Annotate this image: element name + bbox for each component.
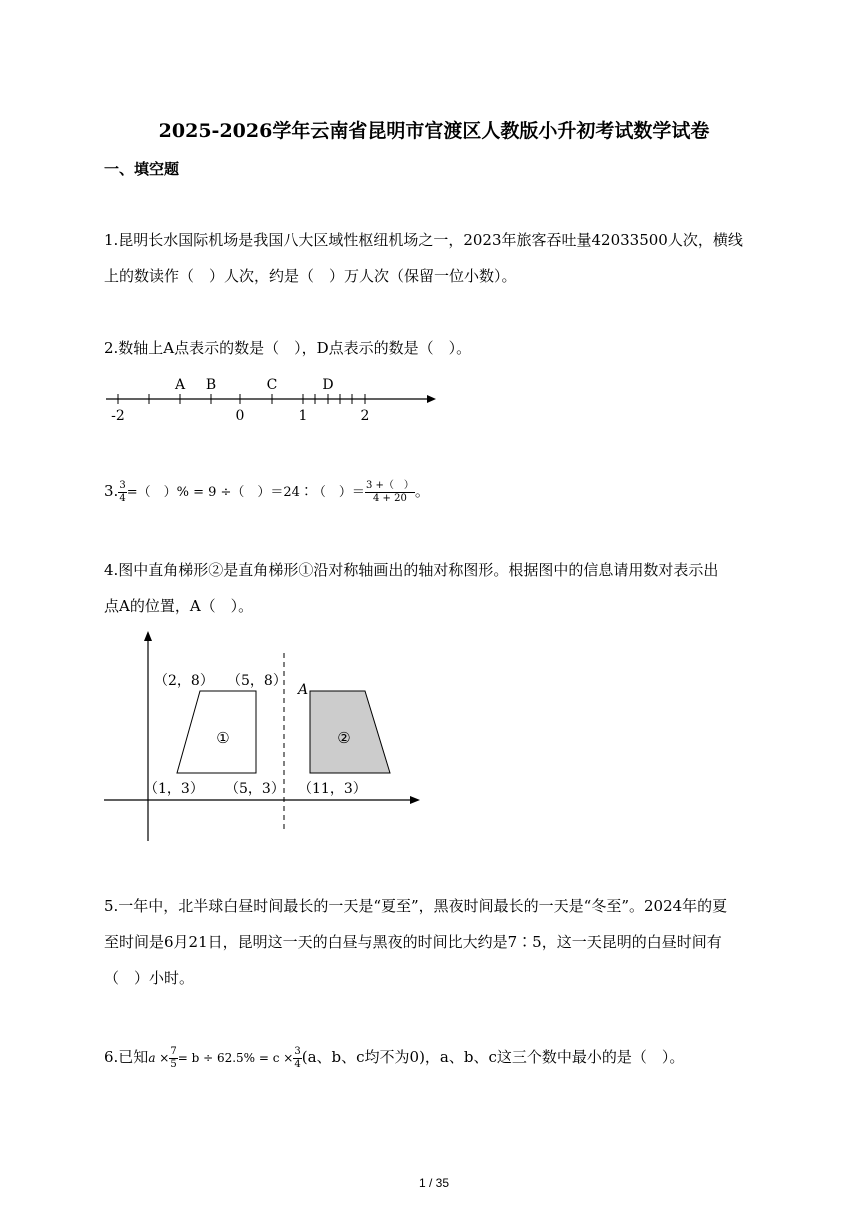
fraction-denominator: 4: [294, 1058, 301, 1070]
page-title: 2025-2026学年云南省昆明市官渡区人教版小升初考试数学试卷: [158, 120, 710, 142]
question-1-line-1: 1.昆明长水国际机场是我国八大区域性枢纽机场之一，2023年旅客吞吐量42033500人次，横线: [104, 231, 743, 249]
number-line: [100, 370, 445, 430]
q6-middle: = b ÷ 62.5% = c ×: [177, 1051, 294, 1065]
point-label-a: A: [174, 377, 186, 393]
fraction-3-plus-blank: [365, 480, 415, 505]
shape-2-label: ②: [337, 729, 351, 747]
question-1-line-2: 上的数读作（ ）人次，约是（ ）万人次（保留一位小数）。: [104, 267, 517, 285]
fraction-denominator: 4: [119, 492, 126, 504]
question-5-line-3: （ ）小时。: [104, 969, 195, 987]
question-3: [104, 476, 430, 508]
q3-prefix: 3.: [104, 482, 119, 500]
point-label-1-3: （1，3）: [144, 781, 204, 797]
point-label-5-8: （5，8）: [227, 673, 287, 689]
page-number: 1 / 35: [418, 1176, 450, 1190]
arrow-right-icon: [410, 796, 420, 804]
fraction-numerator: 3: [119, 479, 126, 491]
question-4-line-2: 点A的位置，A（ ）。: [104, 597, 254, 615]
fraction-7-5: [169, 1046, 177, 1071]
arrow-right-icon: [427, 395, 436, 403]
fraction-3-4: [118, 480, 126, 505]
question-5-line-2: 至时间是6月21日，昆明这一天的白昼与黑夜的时间比大约是7∶5，这一天昆明的白昼时间有: [104, 933, 722, 951]
tick-label-neg2: -2: [111, 408, 125, 424]
tick-label-1: 1: [298, 408, 308, 424]
fraction2-denominator: 4 + 20: [372, 492, 407, 504]
arrow-up-icon: [144, 631, 152, 641]
tick-label-0: 0: [235, 408, 245, 424]
question-5-line-1: 5.一年中，北半球白昼时间最长的一天是“夏至”，黑夜时间最长的一天是“冬至”。2024年的夏: [104, 897, 728, 915]
question-2-text: 2.数轴上A点表示的数是（ ），D点表示的数是（ ）。: [104, 339, 472, 357]
q3-equation: =（ ）% = 9 ÷（ ）＝24∶（ ）＝: [126, 485, 365, 500]
q6-end: (a、b、c均不为0)，a、b、c这三个数中最小的是（ ）。: [301, 1048, 685, 1066]
point-label-d: D: [322, 377, 334, 393]
q6-a: a ×: [148, 1051, 170, 1065]
point-label-2-8: （2，8）: [154, 673, 214, 689]
point-label-11-3: （11，3）: [298, 781, 367, 797]
fraction-numerator: 7: [170, 1045, 177, 1057]
point-label-a: A: [298, 682, 309, 698]
question-6: [104, 1042, 684, 1073]
q6-prefix: 6.已知: [104, 1048, 149, 1066]
point-label-c: C: [266, 377, 278, 393]
fraction-numerator: 3: [294, 1045, 301, 1057]
q3-end: 。: [414, 482, 430, 500]
point-label-5-3: （5，3）: [225, 781, 285, 797]
point-label-b: B: [205, 377, 217, 393]
shape-1-label: ①: [216, 729, 230, 747]
section-heading: 一、填空题: [104, 160, 180, 178]
fraction2-numerator: 3 +（ ）: [365, 479, 414, 491]
coordinate-diagram: [100, 625, 430, 850]
question-4-line-1: 4.图中直角梯形②是直角梯形①沿对称轴画出的轴对称图形。根据图中的信息请用数对表示出: [104, 561, 719, 579]
tick-label-2: 2: [360, 408, 370, 424]
fraction-denominator: 5: [170, 1058, 177, 1070]
fraction-3-4: [293, 1046, 301, 1071]
